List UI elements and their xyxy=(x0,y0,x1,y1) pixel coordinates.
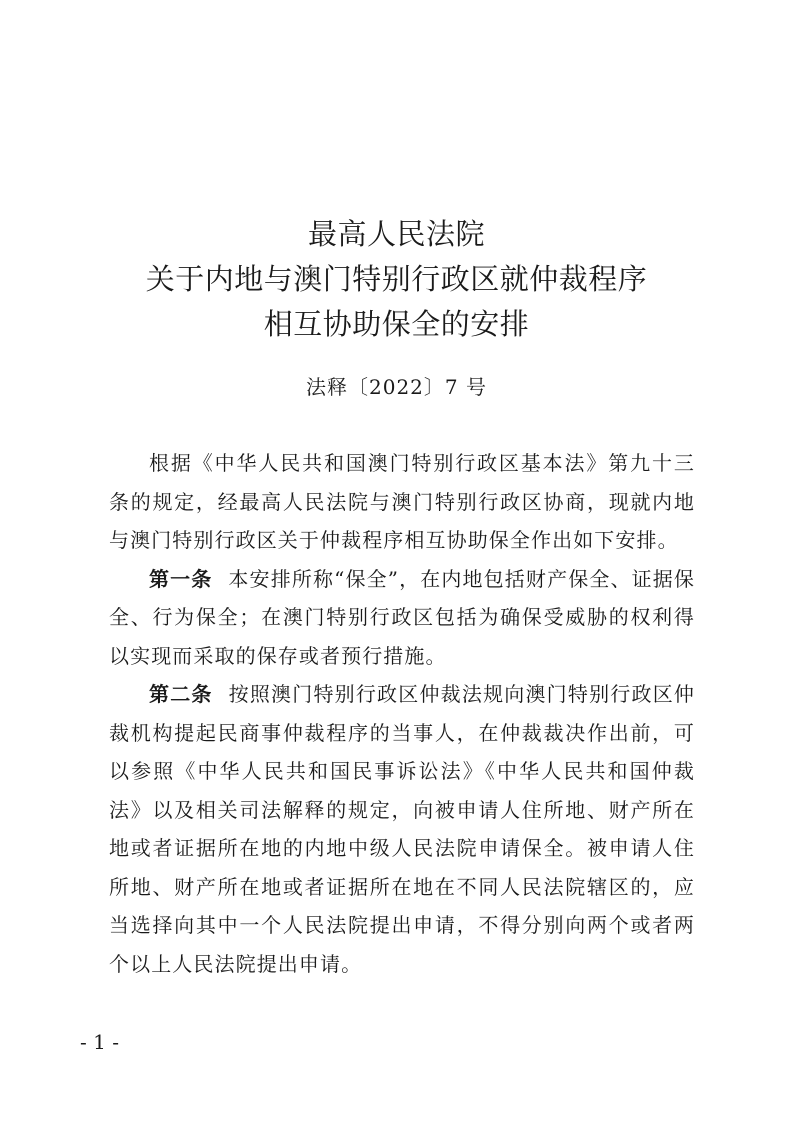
document-body xyxy=(109,444,695,983)
article-1-label: 第一条 xyxy=(149,566,213,591)
page-number: - 1 - xyxy=(80,1030,119,1054)
title-line-subject: 关于内地与澳门特别行政区就仲裁程序 xyxy=(145,262,648,296)
article-1-paragraph xyxy=(109,560,695,676)
article-2-text: 按照澳门特别行政区仲裁法规向澳门特别行政区仲裁机构提起民商事仲裁程序的当事人，在仲裁裁决作出前，可以参照《中华人民共和国民事诉讼法》《中华人民共和国仲裁法》以及相关司法解释的规定，向被申请人住所地、财产所在地或者证据所在地的内地中级人民法院申请保全。被申请人住所地、财产所在地或者证据所在地在不同人民法院辖区的，应当选择向其中一个人民法院提出申请，不得分别向两个或者两个以上人民法院提出申请。 xyxy=(109,682,695,976)
article-2-label: 第二条 xyxy=(149,682,213,706)
preamble-text: 根据《中华人民共和国澳门特别行政区基本法》第九十三条的规定，经最高人民法院与澳门特别行政区协商，现就内地与澳门特别行政区关于仲裁程序相互协助保全作出如下安排。 xyxy=(109,451,695,552)
title-line-issuer: 最高人民法院 xyxy=(307,217,485,251)
article-1-text: 本安排所称“保全”，在内地包括财产保全、证据保全、行为保全；在澳门特别行政区包括为确保受威胁的权利得以实现而采取的保存或者预行措施。 xyxy=(109,566,695,668)
preamble-paragraph xyxy=(109,444,695,560)
title-line-subject-end: 相互协助保全的安排 xyxy=(263,307,530,341)
document-title xyxy=(0,212,793,347)
article-2-paragraph xyxy=(109,675,695,983)
document-number: 法释〔2022〕7 号 xyxy=(306,375,487,399)
